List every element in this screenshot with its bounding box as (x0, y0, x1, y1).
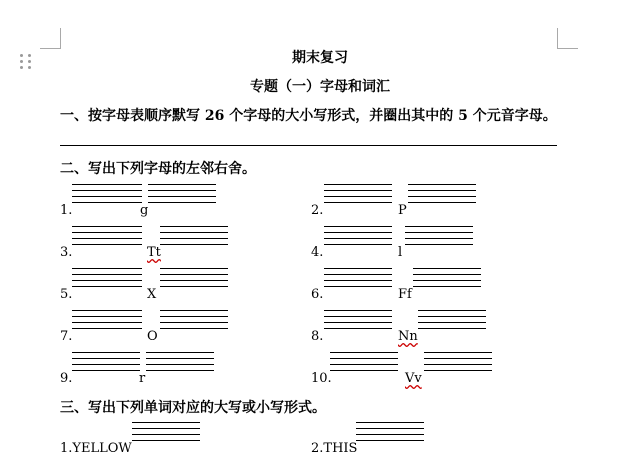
rule-line-2 (330, 358, 398, 359)
rule-line-3 (330, 364, 398, 365)
rule-line-1 (324, 268, 392, 269)
rule-line-1 (424, 352, 492, 353)
rule-line-1 (72, 184, 142, 185)
item-letter: Vv (405, 371, 422, 386)
item-letter: r (139, 371, 146, 386)
rule-line-3 (408, 196, 476, 197)
rule-line-2 (356, 428, 424, 429)
rule-line-2 (413, 274, 481, 275)
item-number: 2. (311, 203, 324, 218)
rule-line-1 (72, 268, 142, 269)
rule-line-2 (72, 232, 142, 233)
rule-line-4 (324, 244, 392, 245)
rule-line-2 (72, 316, 142, 317)
rule-line-2 (160, 316, 228, 317)
rule-line-1 (356, 422, 424, 423)
rule-line-4 (324, 202, 392, 203)
item-letter: Ff (398, 287, 412, 302)
item-number: 3. (60, 245, 73, 260)
crop-mark-top-right (557, 28, 578, 49)
rule-line-3 (160, 322, 228, 323)
rule-line-3 (424, 364, 492, 365)
rule-line-3 (324, 280, 392, 281)
rule-line-2 (148, 190, 216, 191)
item-number: 9. (60, 371, 73, 386)
rule-line-1 (160, 268, 228, 269)
section-1-heading: 一、按字母表顺序默写 26 个字母的大小写形式，并圈出其中的 5 个元音字母。 (60, 108, 557, 124)
rule-line-3 (405, 238, 473, 239)
rule-line-2 (72, 274, 142, 275)
rule-line-3 (72, 280, 142, 281)
rule-line-1 (148, 184, 216, 185)
rule-line-2 (324, 316, 392, 317)
item-letter: Tt (147, 245, 161, 260)
rule-line-3 (148, 196, 216, 197)
rule-line-4 (356, 440, 424, 441)
rule-line-3 (324, 196, 392, 197)
rule-line-2 (405, 232, 473, 233)
rule-line-1 (160, 226, 228, 227)
rule-line-4 (408, 202, 476, 203)
rule-line-2 (324, 232, 392, 233)
rule-line-4 (330, 370, 398, 371)
rule-line-1 (324, 310, 392, 311)
rule-line-2 (72, 358, 140, 359)
rule-line-1 (405, 226, 473, 227)
rule-line-4 (72, 244, 142, 245)
rule-line-4 (72, 328, 142, 329)
rule-line-2 (324, 274, 392, 275)
rule-line-3 (356, 434, 424, 435)
rule-line-4 (148, 202, 216, 203)
item-letter: g (140, 203, 149, 218)
rule-line-4 (160, 244, 228, 245)
rule-line-4 (418, 328, 486, 329)
rule-line-3 (72, 364, 140, 365)
item-number: 7. (60, 329, 73, 344)
rule-line-2 (418, 316, 486, 317)
item-letter: X (147, 287, 157, 302)
rule-line-4 (72, 370, 140, 371)
rule-line-2 (424, 358, 492, 359)
rule-line-3 (413, 280, 481, 281)
rule-line-3 (132, 434, 200, 435)
item-number: 5. (60, 287, 73, 302)
rule-line-2 (146, 358, 214, 359)
rule-line-4 (413, 286, 481, 287)
rule-line-4 (324, 328, 392, 329)
rule-line-4 (405, 244, 473, 245)
rule-line-2 (72, 190, 142, 191)
page-subtitle: 专题（一）字母和词汇 (250, 79, 390, 95)
rule-line-3 (72, 238, 142, 239)
rule-line-2 (132, 428, 200, 429)
page-title: 期末复习 (292, 50, 348, 66)
rule-line-1 (146, 352, 214, 353)
section-2-heading: 二、写出下列字母的左邻右舍。 (60, 161, 256, 177)
rule-line-1 (418, 310, 486, 311)
item-number: 4. (311, 245, 324, 260)
rule-line-3 (160, 238, 228, 239)
rule-line-4 (146, 370, 214, 371)
rule-line-4 (324, 286, 392, 287)
rule-line-3 (160, 280, 228, 281)
item-number: 8. (311, 329, 324, 344)
rule-line-3 (324, 238, 392, 239)
rule-line-1 (160, 310, 228, 311)
item-letter: O (147, 329, 158, 344)
rule-line-4 (132, 440, 200, 441)
word-item: 2.THIS (311, 441, 358, 456)
answer-line[interactable] (60, 145, 557, 146)
rule-line-4 (160, 286, 228, 287)
rule-line-3 (418, 322, 486, 323)
item-number: 6. (311, 287, 324, 302)
rule-line-4 (160, 328, 228, 329)
rule-line-2 (160, 232, 228, 233)
item-letter: Nn (398, 329, 418, 344)
rule-line-2 (160, 274, 228, 275)
rule-line-1 (72, 352, 140, 353)
rule-line-3 (72, 196, 142, 197)
rule-line-1 (324, 226, 392, 227)
rule-line-1 (408, 184, 476, 185)
item-letter: P (398, 203, 407, 218)
rule-line-4 (72, 286, 142, 287)
rule-line-1 (330, 352, 398, 353)
item-number: 1. (60, 203, 73, 218)
rule-line-4 (424, 370, 492, 371)
rule-line-3 (324, 322, 392, 323)
item-number: 10. (311, 371, 332, 386)
crop-mark-top-left (40, 28, 61, 49)
section-3-heading: 三、写出下列单词对应的大写或小写形式。 (60, 400, 326, 416)
rule-line-2 (408, 190, 476, 191)
word-item: 1.YELLOW (60, 441, 132, 456)
item-letter: l (398, 245, 403, 260)
rule-line-1 (72, 310, 142, 311)
rule-line-1 (324, 184, 392, 185)
rule-line-2 (324, 190, 392, 191)
rule-line-1 (132, 422, 200, 423)
rule-line-1 (72, 226, 142, 227)
rule-line-3 (72, 322, 142, 323)
rule-line-3 (146, 364, 214, 365)
rule-line-1 (413, 268, 481, 269)
rule-line-4 (72, 202, 142, 203)
